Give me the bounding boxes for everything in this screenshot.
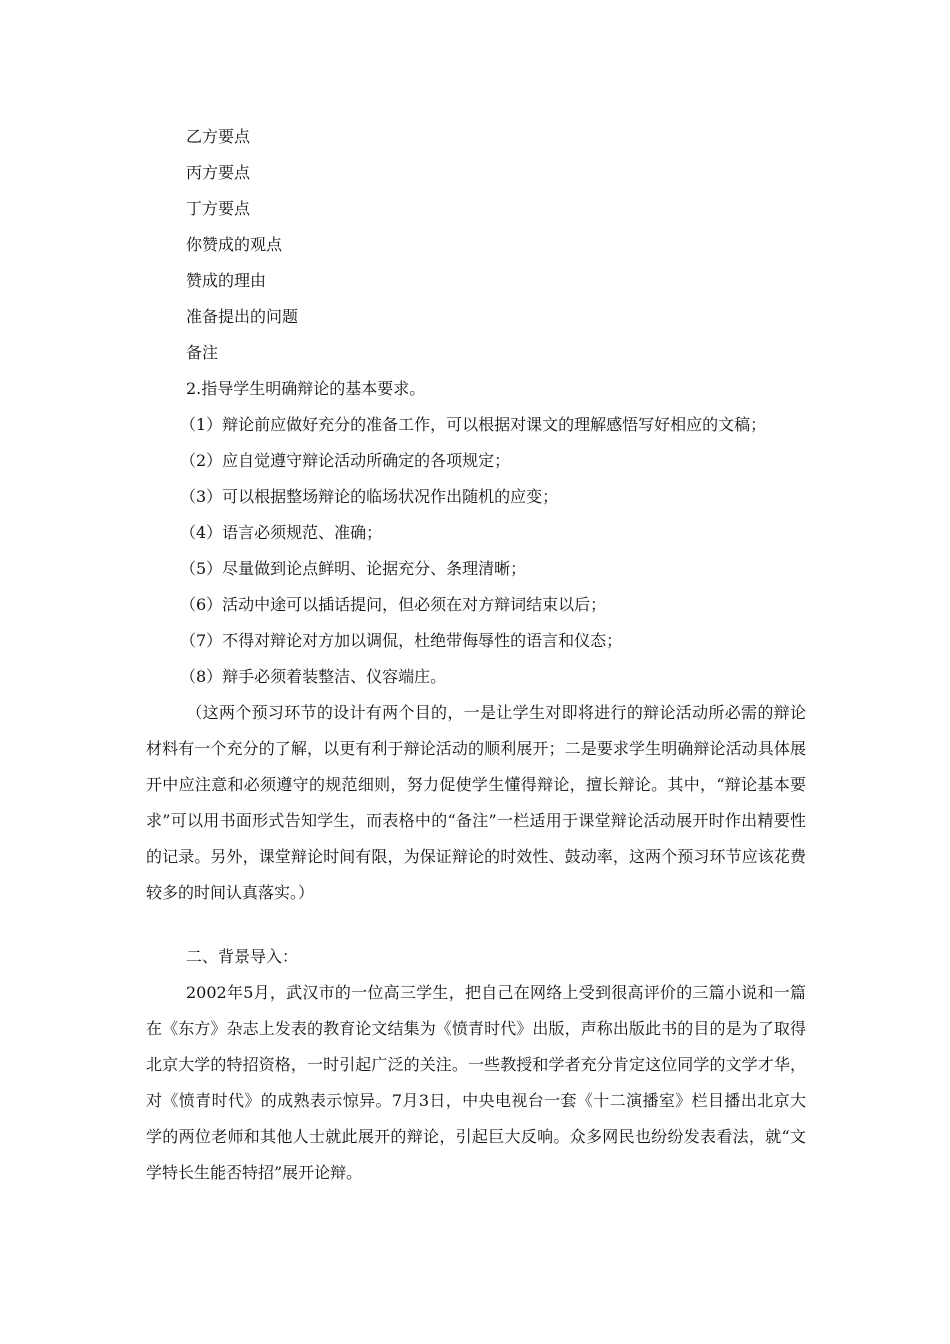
table-item-reason: 赞成的理由 [186, 271, 267, 290]
requirement-item: （2）应自觉遵守辩论活动所确定的各项规定； [180, 451, 511, 470]
table-item-remarks: 备注 [186, 343, 219, 362]
table-item-yi: 乙方要点 [186, 127, 251, 146]
requirement-item: （5）尽量做到论点鲜明、论据充分、条理清晰； [180, 559, 527, 578]
requirement-item: （1）辩论前应做好充分的准备工作，可以根据对课文的理解感悟写好相应的文稿； [180, 415, 767, 434]
table-item-questions: 准备提出的问题 [186, 307, 299, 326]
design-note-paragraph [146, 695, 806, 911]
table-item-ding: 丁方要点 [186, 199, 251, 218]
table-item-opinion: 你赞成的观点 [186, 235, 283, 254]
background-text: 2002年5月，武汉市的一位高三学生，把自己在网络上受到很高评价的三篇小说和一篇在《东方》杂志上发表的教育论文结集为《愤青时代》出版，声称出版此书的目的是为了取得北京大学的特招资格，一时引起广泛的关注。一些教授和学者充分肯定这位同学的文学才华，对《愤青时代》的成熟表示惊异。7月3日，中央电视台一套《十二演播室》栏目播出北京大学的两位老师和其他人士就此展开的辩论，引起巨大反响。众多网民也纷纷发表看法，就“文学特长生能否特招”展开论辩。 [146, 983, 806, 1182]
section-background-title: 二、背景导入： [186, 947, 299, 966]
requirement-item: （4）语言必须规范、准确； [180, 523, 383, 542]
section-2-title: 2.指导学生明确辩论的基本要求。 [186, 379, 426, 398]
requirement-item: （6）活动中途可以插话提问，但必须在对方辩词结束以后； [180, 595, 607, 614]
background-paragraph [146, 975, 806, 1191]
table-item-bing: 丙方要点 [186, 163, 251, 182]
requirement-item: （3）可以根据整场辩论的临场状况作出随机的应变； [180, 487, 559, 506]
requirement-item: （7）不得对辩论对方加以调侃，杜绝带侮辱性的语言和仪态； [180, 631, 623, 650]
requirement-item: （8）辩手必须着装整洁、仪容端庄。 [180, 667, 447, 686]
design-note-text: （这两个预习环节的设计有两个目的，一是让学生对即将进行的辩论活动所必需的辩论材料有一个充分的了解，以更有利于辩论活动的顺利展开；二是要求学生明确辩论活动具体展开中应注意和必须遵守的规范细则，努力促使学生懂得辩论，擅长辩论。其中，“辩论基本要求”可以用书面形式告知学生，而表格中的“备注”一栏适用于课堂辩论活动展开时作出精要性的记录。另外，课堂辩论时间有限，为保证辩论的时效性、鼓动率，这两个预习环节应该花费较多的时间认真落实。） [146, 703, 806, 902]
